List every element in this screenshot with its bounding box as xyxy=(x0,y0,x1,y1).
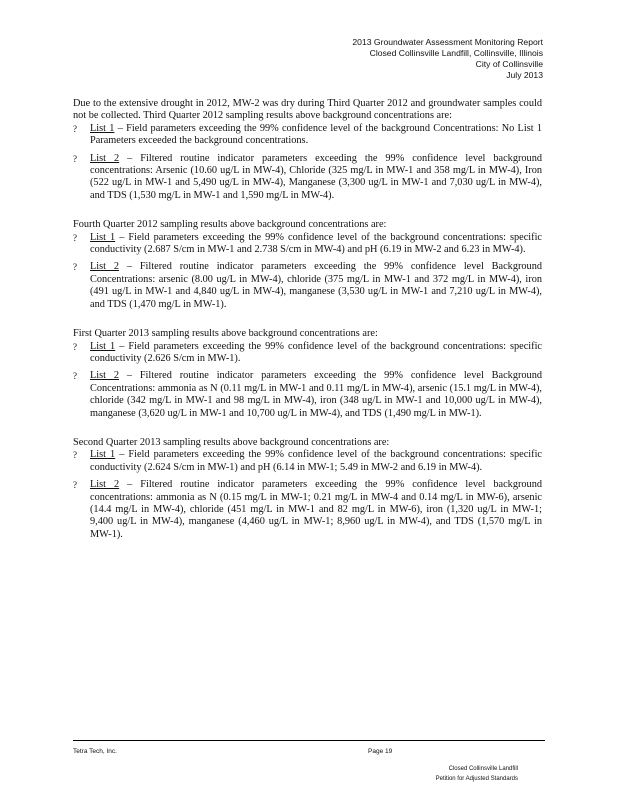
bullet-glyph: ? xyxy=(73,371,77,382)
q1-2013-list xyxy=(73,341,542,420)
header-title: 2013 Groundwater Assessment Monitoring Report xyxy=(352,37,543,47)
list1-label: List 1 xyxy=(90,122,115,134)
list2-label: List 2 xyxy=(90,370,120,382)
q3-2012-list xyxy=(73,123,542,202)
q3-2012-list2-item xyxy=(73,153,542,203)
bullet-glyph: ? xyxy=(73,262,77,273)
bullet-glyph: ? xyxy=(73,341,77,352)
list1-label: List 1 xyxy=(90,340,116,352)
q2-2013-list1-item xyxy=(73,449,542,474)
q2-2013-list xyxy=(73,449,542,541)
q2-2013-list2-text: – Filtered routine indicator parameters exceeding the 99% confidence level background concentrations: ammonia as N (0.15 mg/L in MW-1; 0.21 mg/L in MW-4 and 0.14 mg/L in MW-6), arsenic (14.4 mg/L in MW-4), chloride (451 mg/L in MW-1 and 82 mg/L in MW-6), iron (1,320 ug/L in MW-1; 9,400 ug/L in MW-4), manganese (4,460 ug/L in MW-1; 8,960 ug/L in MW-4), and TDS (1,570 mg/L in MW-1). xyxy=(90,479,542,540)
list2-label: List 2 xyxy=(90,152,120,164)
q2-2013-list1-text: – Field parameters exceeding the 99% confidence level of the background concentrations: specific conductivity (2.624 S/cm in MW-1) and pH (6.14 in MW-1; 5.49 in MW-2 and 6.19 in MW-4). xyxy=(90,449,543,473)
q4-2012-list2-text: – Filtered routine indicator parameters exceeding the 99% confidence level Background Concentrations: arsenic (8.00 ug/L in MW-4), chloride (375 mg/L in MW-1 and 372 mg/L in MW-4), iron (491 ug/L in MW-1 and 4,840 ug/L in MW-4), manganese (3,530 ug/L in MW-1 and 7,210 ug/L in MW-4), and TDS (1,470 mg/L in MW-1). xyxy=(90,261,542,310)
q1-2013-heading: First Quarter 2013 sampling results above background concentrations are: xyxy=(73,328,378,340)
bullet-glyph: ? xyxy=(73,480,77,491)
q1-2013-list2-item xyxy=(73,370,542,420)
list1-label: List 1 xyxy=(90,449,116,461)
footer-divider xyxy=(73,740,545,741)
q3-2012-list2-text: – Filtered routine indicator parameters exceeding the 99% confidence level background concentrations: Arsenic (10.60 ug/L in MW-4), Chloride (325 mg/L in MW-1 and 358 mg/L in MW-4), Iron (522 ug/L in MW-1 and 5,490 ug/L in MW-4), Manganese (3,300 ug/L in MW-1 and 7,030 ug/L in MW-4), and TDS (1,530 mg/L in MW-1 and 1,590 mg/L in MW-4). xyxy=(90,152,542,201)
document-body xyxy=(73,98,542,558)
header-client: City of Collinsville xyxy=(475,59,543,69)
q3-2012-list1-text: – Field parameters exceeding the 99% confidence level of the background Concentrations: No List 1 Parameters exceeded the background concentrations. xyxy=(90,122,542,147)
q1-2013-list1-item xyxy=(73,341,542,366)
footer-document-title xyxy=(436,764,518,784)
bullet-glyph: ? xyxy=(73,153,77,164)
bullet-glyph: ? xyxy=(73,232,77,243)
q1-2013-list2-text: – Filtered routine indicator parameters exceeding the 99% confidence level Background Concentrations: ammonia as N (0.11 mg/L in MW-1 and 0.11 mg/L in MW-4), arsenic (15.1 mg/L in MW-4), chloride (342 mg/L in MW-1 and 98 mg/L in MW-4), iron (348 ug/L in MW-1 and 10,000 ug/L in MW-4), manganese (3,620 ug/L in MW-1 and 10,700 ug/L in MW-4), and TDS (1,490 mg/L in MW-1). xyxy=(90,370,542,419)
q4-2012-heading: Fourth Quarter 2012 sampling results above background concentrations are: xyxy=(73,219,387,231)
header-site: Closed Collinsville Landfill, Collinsville, Illinois xyxy=(369,48,543,58)
q4-2012-list xyxy=(73,232,542,311)
list1-label: List 1 xyxy=(90,231,116,243)
header-date: July 2013 xyxy=(506,70,543,80)
q4-2012-list1-item xyxy=(73,232,542,257)
q4-2012-list1-text: – Field parameters exceeding the 99% confidence level of the background concentrations: specific conductivity (2.687 S/cm in MW-1 and 2.738 S/cm in MW-4) and pH (6.19 in MW-2 and 6.23 in MW-4). xyxy=(90,231,543,256)
q2-2013-heading: Second Quarter 2013 sampling results above background concentrations are: xyxy=(73,436,390,448)
list2-label: List 2 xyxy=(90,261,120,273)
q2-2013-list2-item xyxy=(73,479,542,541)
q3-2012-list1-item xyxy=(73,123,542,148)
page-number: Page 19 xyxy=(368,748,393,755)
bullet-glyph: ? xyxy=(73,450,77,461)
report-header xyxy=(352,37,543,81)
q1-2013-list1-text: – Field parameters exceeding the 99% confidence level of the background concentrations: specific conductivity (2.626 S/cm in MW-1). xyxy=(90,340,543,364)
bullet-glyph: ? xyxy=(73,123,77,134)
footer-company: Tetra Tech, Inc. xyxy=(73,748,117,755)
footer-site-name: Closed Collinsville Landfill xyxy=(448,766,518,772)
list2-label: List 2 xyxy=(90,479,120,491)
q4-2012-list2-item xyxy=(73,261,542,311)
intro-paragraph: Due to the extensive drought in 2012, MW-2 was dry during Third Quarter 2012 and groundwater samples could not be collected. Third Quarter 2012 sampling results above background concentrations are: xyxy=(73,98,542,122)
footer-petition-title: Petition for Adjusted Standards xyxy=(435,776,518,782)
